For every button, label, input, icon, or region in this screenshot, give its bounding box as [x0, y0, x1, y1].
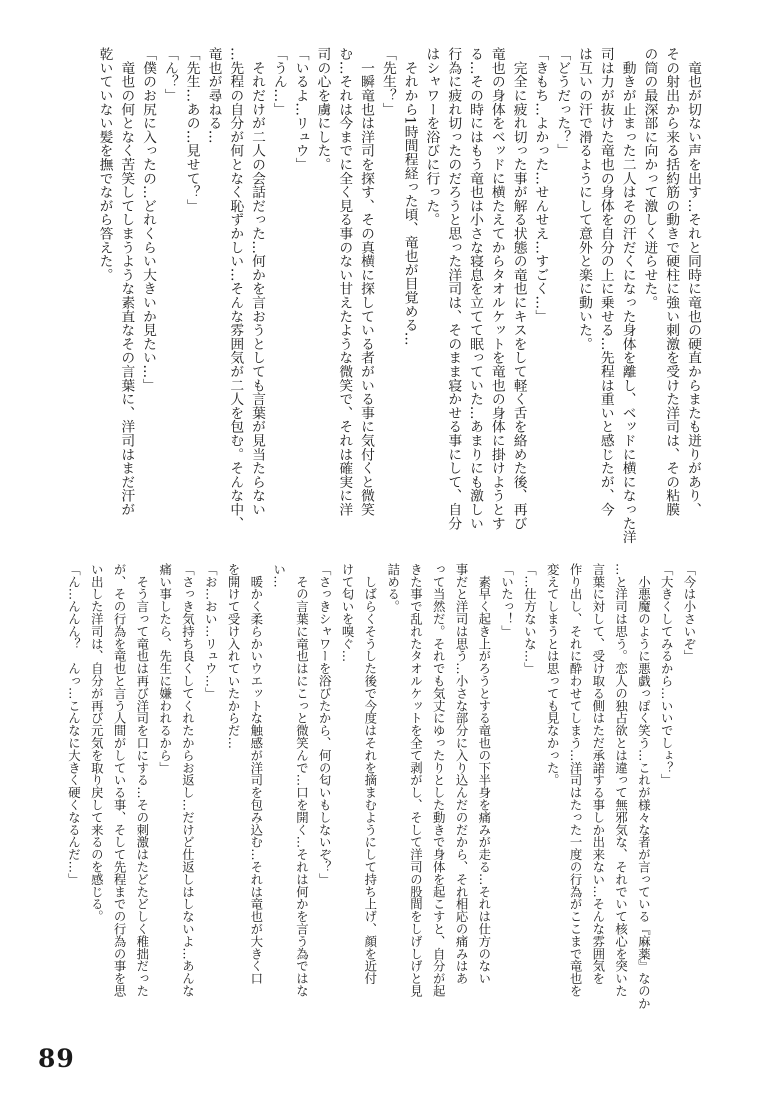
text-line: 言葉に対して、受け取る側はただ承諾する事しか出来ない…そんな雰囲気を	[590, 563, 606, 985]
text-line: 詰める。	[385, 563, 401, 613]
text-line: 竜也が尋ねる…	[205, 47, 222, 144]
text-line: 事だと洋司は思う…小さな部分に入り込んだのだから、それ相応の痛みはあ	[454, 563, 470, 985]
text-line: 司は力が抜けた竜也の身体を自分の上に乗せる…先程は重いと感じたが、今	[597, 47, 614, 517]
text-line: はシャワーを浴びに行った。	[423, 47, 440, 227]
text-line: 竜也の身体をベッドに横たえてからタオルケットを竜也の身体に掛けようとす	[488, 47, 505, 530]
text-line: が、その行為を竜也と言う人間がしている事、そして先程までの行為の事を思	[112, 563, 128, 997]
text-line: 「うん…」	[270, 47, 287, 116]
text-line: は互いの汗で滑るようにして意外と楽に動いた。	[576, 47, 593, 351]
text-line: 行為に疲れ切ったのだろうと思った洋司は、そのまま寝かせる事にして、自分	[445, 47, 462, 530]
text-line: 「お…おい…リュウ…」	[203, 563, 219, 700]
text-line: 「ん？」	[161, 47, 178, 103]
text-line: の筒の最深部に向かって激しく迸らせた。	[641, 47, 658, 310]
text-line: 「さっき気持ち良くしてくれたからお返し…だけど仕返しはしないよ…あんな	[180, 563, 196, 997]
text-line: 「さっきシャワーを浴びたから、何の匂いもしないぞ？」	[317, 563, 333, 886]
text-line: 暖かく柔らかいウエットな触感が洋司を包み込む…それは竜也が大きく口	[248, 563, 264, 985]
text-line: その射出から来る括約筋の動きで硬柱に強い刺激を受けた洋司は、その粘膜	[663, 47, 680, 517]
text-line: 「ん…んんん？ んっ…こんなに大きく硬くなるんだ…」	[66, 563, 82, 886]
text-line: 竜也が切ない声を出す…それと同時に竜也の硬直からまたも迸りがあり、	[685, 47, 701, 517]
text-line: 「僕のお尻に入ったの…どれくらい大きいか見たい…」	[140, 47, 157, 392]
text-line: む…それは今までに全く見る事のない甘えたような微笑で、それは確実に洋	[336, 47, 353, 517]
text-line: 素早く起き上がろうとする竜也の下半身を痛みが走る…それは仕方のない	[476, 563, 492, 985]
lower-text-block	[62, 563, 700, 1010]
text-line: 「今は小さいぞ」	[682, 563, 697, 663]
text-line: 動きが止まった二人はその汗だくになった身体を離し、ベッドに横になった洋	[619, 47, 636, 544]
text-line: 完全に疲れ切った事が解る状態の竜也にキスをして軽く舌を絡めた後、再び	[510, 47, 527, 530]
page-number: 89	[38, 1044, 75, 1073]
text-line: 小悪魔のように悪戯っぽく笑う…これが様々な者が言っている『麻薬』なのか	[636, 563, 652, 1010]
text-line: 乾いていない髪を撫でながら答えた。	[96, 47, 113, 282]
text-line: を開けて受け入れていたからだ…	[226, 563, 242, 749]
text-line: い出した洋司は、自分が再び元気を取り戻して来るのを感じる。	[89, 563, 105, 923]
text-line: 竜也の何となく苦笑してしまうような素直なその言葉に、洋司はまだ汗が	[118, 47, 135, 517]
text-line: 作り出し、それに酔わせてしまう…洋司はたった一度の行為がここまで竜也を	[568, 563, 584, 997]
text-line: それから1時間程経った頃、竜也が目覚める…	[401, 47, 418, 346]
text-line: 「大きくしてみるから…いいでしょ？」	[659, 563, 675, 787]
text-line: 「いるよ…リュウ」	[292, 47, 309, 172]
text-line: …と洋司は思う。恋人の独占欲とは違って無邪気な、それでいて核心を突いた	[613, 563, 629, 997]
text-line: 一瞬竜也は洋司を探す、その真横に探している者がいる事に気付くと微笑	[358, 47, 375, 517]
text-line: 「先生？」	[379, 47, 396, 116]
text-line: 「…仕方ないな…」	[522, 563, 538, 675]
text-line: る…その時にはもう竜也は小さな寝息を立てて眠っていた…あまりにも激しい	[467, 47, 484, 530]
text-line: しばらくそうした後で今度はそれを摘まむようにして持ち上げ、顔を近付	[362, 563, 378, 985]
upper-text-block	[93, 47, 703, 544]
text-line: って当然だ。それでも気丈にゆったりとした動きで身体を起こすと、自分が起	[431, 563, 447, 997]
text-line: それだけが二人の会話だった…何かを言おうとしても言葉が見当たらない	[249, 47, 266, 517]
text-line: 「どうだった？」	[554, 47, 571, 158]
text-line: 司の心を虜にした。	[314, 47, 331, 172]
text-line: 変えてしまうとは思っても見なかった。	[545, 563, 561, 787]
text-line: 「いたっ！」	[499, 563, 515, 638]
text-line: けて匂いを嗅ぐ…	[340, 563, 356, 663]
text-line: い…	[271, 563, 287, 588]
text-line: きた事で乱れたタオルケットを全て剥がし、そして洋司の股間をしげしげと見	[408, 563, 424, 997]
text-line: そう言って竜也は再び洋司を口にする…その刺激はたどたどしく稚拙だった	[134, 563, 150, 997]
text-line: その言葉に竜也はにこっと微笑んで…口を開く…それは何かを言う為ではな	[294, 563, 310, 997]
text-line: …先程の自分が何となく恥ずかしい…そんな雰囲気が二人を包む。そんな中、	[227, 47, 244, 530]
text-line: 痛い事したら、先生に嫌われるから」	[157, 563, 173, 774]
text-line: 「きもち…よかった…せんせえ…すごく…」	[532, 47, 549, 323]
text-line: 「先生…あの…見せて？」	[183, 47, 200, 213]
